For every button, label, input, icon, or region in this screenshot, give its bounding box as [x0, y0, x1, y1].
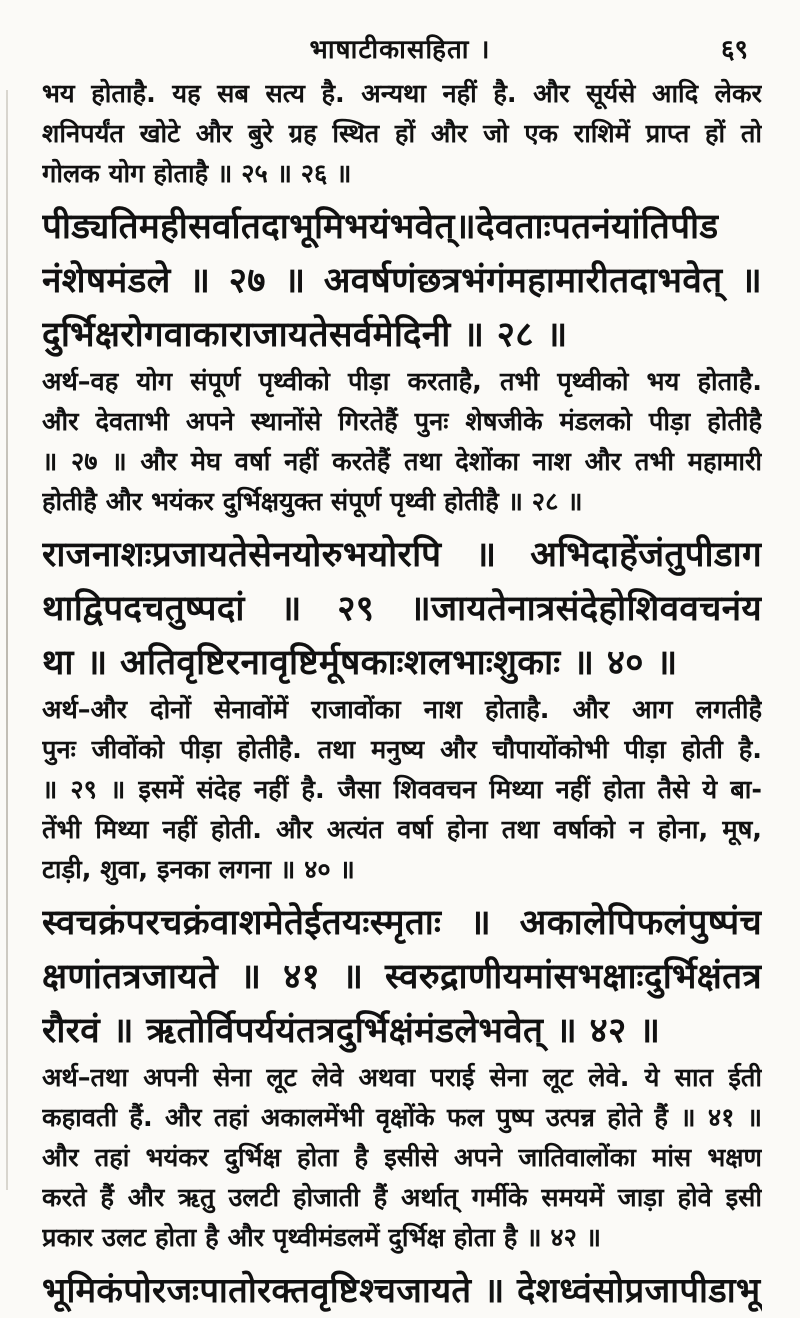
translation-line: अर्थ–और दोनों सेनावोंमें राजावोंका नाश होताहै. और आग लगतीहै [42, 695, 762, 725]
running-title: भाषाटीकासहिता । [309, 35, 491, 65]
translation-line: पुनः जीवोंको पीड़ा होतीहै. तथा मनुष्य और चौपायोंकोभी पीड़ा होती है. [42, 735, 762, 765]
verse-line: थाद्विपदचतुष्पदां ॥ २९ ॥जायतेनात्रसंदेहोशिववचनंय [42, 589, 762, 629]
page-number: ६९ [720, 35, 748, 65]
sanskrit-verse-block [42, 896, 762, 1058]
verse-line: नंशेषमंडले ॥ २७ ॥ अवर्षणंछत्रभंगंमहामारीतदाभवेत् ॥ [42, 261, 762, 301]
translation-line: गोलक योग होताहै ॥ २५ ॥ २६ ॥ [42, 159, 352, 189]
translation-line: और देवताभी अपने स्थानोंसे गिरतेहैं पुनः शेषजीके मंडलको पीड़ा होतीहै [42, 407, 762, 437]
verse-line: पीड्यतिमहीसर्वातदाभूमिभयंभवेत्॥देवताःपतनंयांतिपीड [42, 207, 719, 247]
verse-line: रौरवं ॥ ऋतोर्विपर्ययंतत्रदुर्भिक्षंमंडलेभवेत् ॥ ४२ ॥ [42, 1011, 661, 1051]
page-edge-shadow [6, 90, 8, 1190]
verse-line: दुर्भिक्षरोगवाकाराजायतेसर्वमेदिनी ॥ २८ ॥ [42, 315, 568, 355]
hindi-translation-block [42, 74, 762, 194]
translation-line: करते हैं और ऋतु उलटी होजाती हैं अर्थात् गर्मीके समयमें जाड़ा होवे इसी [42, 1183, 762, 1213]
sanskrit-verse-block [42, 200, 762, 362]
translation-line: और तहां भयंकर दुर्भिक्ष होता है इसीसे अपने जातिवालोंका मांस भक्षण [42, 1143, 762, 1173]
hindi-translation-block [42, 362, 762, 522]
translation-line: टाड़ी, शुवा, इनका लगना ॥ ४० ॥ [42, 855, 355, 885]
sanskrit-verse-block [42, 528, 762, 690]
translation-line: कहावती हैं. और तहां अकालमेंभी वृक्षोंके फल पुष्प उत्पन्न होते हैं ॥ ४१ ॥ [42, 1103, 762, 1133]
translation-line: प्रकार उलट होता है और पृथ्वीमंडलमें दुर्भिक्ष होता है ॥ ४२ ॥ [42, 1223, 602, 1253]
running-header [0, 30, 800, 70]
translation-line: शनिपर्यंत खोटे और बुरे ग्रह स्थित हों और जो एक राशिमें प्राप्त हों तो [42, 119, 762, 149]
hindi-translation-block [42, 690, 762, 890]
translation-line: ॥ २७ ॥ और मेघ वर्षा नहीं करतेहैं तथा देशोंका नाश और तभी महामारी [42, 447, 762, 477]
verse-line: भूमिकंपोरजःपातोरक्तवृष्टिश्चजायते ॥ देशध्वंसोप्रजापीडाभू [42, 1271, 761, 1311]
verse-line: स्वचक्रंपरचक्रंवाशमेतेईतयःस्मृताः ॥ अकालेपिफलंपुष्पंच [42, 903, 762, 943]
verse-line: था ॥ अतिवृष्टिरनावृष्टिर्मूषकाःशलभाःशुकाः ॥ ४० ॥ [42, 643, 678, 683]
page-body [42, 74, 762, 1318]
translation-line: अर्थ–वह योग संपूर्ण पृथ्वीको पीड़ा करताहै, तभी पृथ्वीको भय होताहै. [42, 367, 762, 397]
translation-line: अर्थ–तथा अपनी सेना लूट लेवे अथवा पराई सेना लूट लेवे. ये सात ईती [42, 1063, 762, 1093]
translation-line: भय होताहै. यह सब सत्य है. अन्यथा नहीं है. और सूर्यसे आदि लेकर [42, 79, 762, 109]
verse-line: क्षणांतत्रजायते ॥ ४१ ॥ स्वरुद्राणीयमांसभक्षाःदुर्भिक्षंतत्र [42, 957, 762, 997]
sanskrit-verse-block [42, 1264, 762, 1318]
hindi-translation-block [42, 1058, 762, 1258]
translation-line: तेंभी मिथ्या नहीं होती. और अत्यंत वर्षा होना तथा वर्षाको न होना, मूष, [42, 815, 762, 845]
verse-line: राजनाशःप्रजायतेसेनयोरुभयोरपि ॥ अभिदाहेंजंतुपीडाग [42, 535, 762, 575]
translation-line: ॥ २९ ॥ इसमें संदेह नहीं है. जैसा शिववचन मिथ्या नहीं होता तैसे ये बा- [42, 775, 762, 805]
translation-line: होतीहै और भयंकर दुर्भिक्षयुक्त संपूर्ण पृथ्वी होतीहै ॥ २८ ॥ [42, 487, 583, 517]
